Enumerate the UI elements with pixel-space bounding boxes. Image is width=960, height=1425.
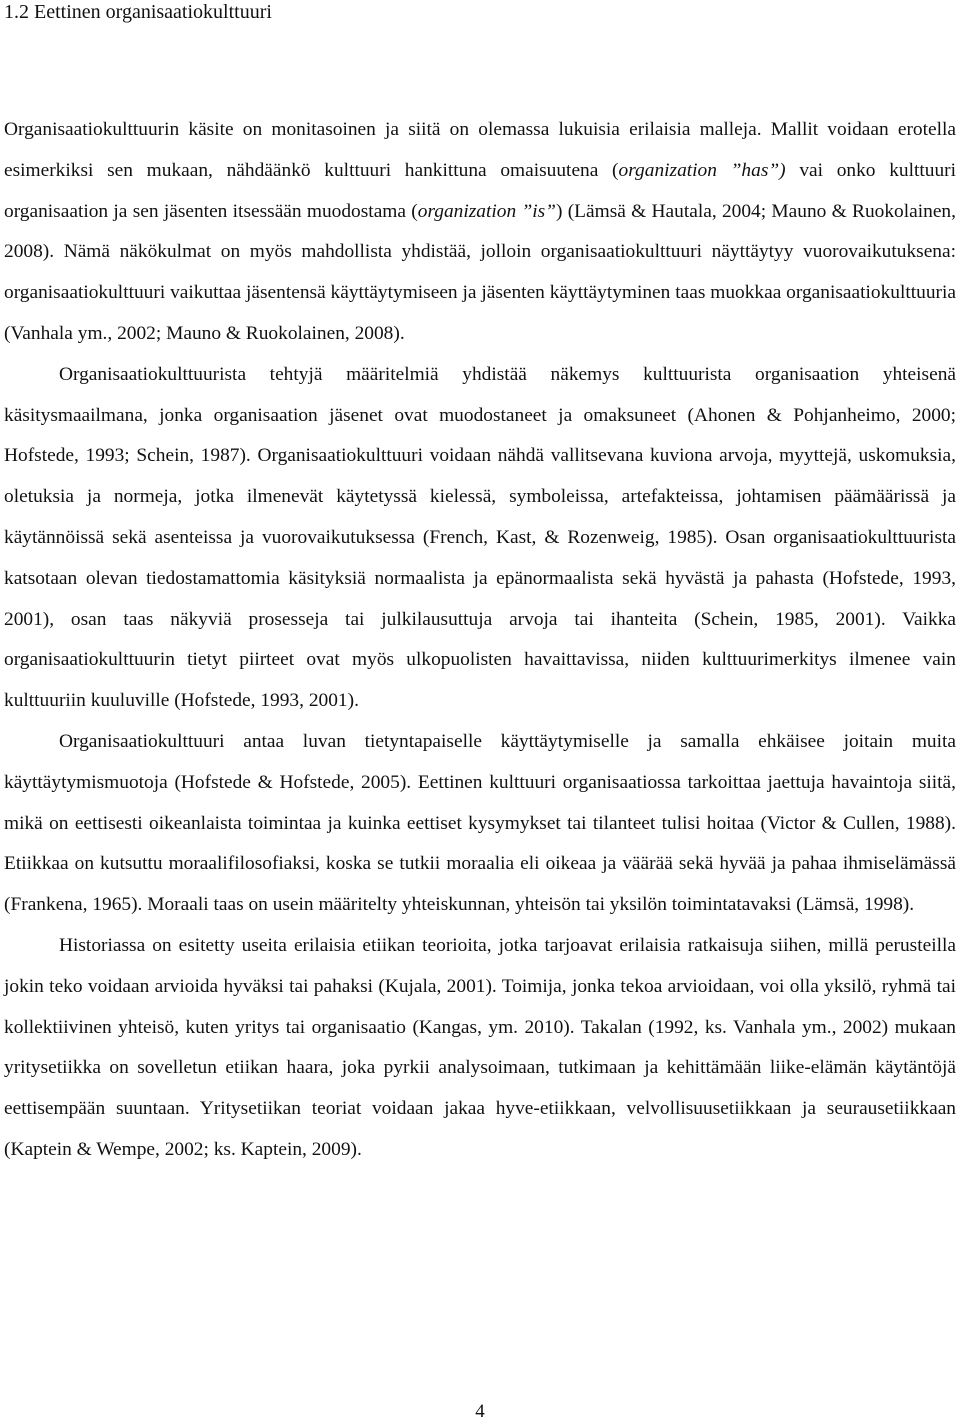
section-heading: 1.2 Eettinen organisaatiokulttuuri bbox=[4, 1, 272, 23]
paragraph-1-text-b: vai onko kulttuuri organisaation ja sen jäsenten itsessään muodostama ( bbox=[4, 159, 956, 222]
paragraph-1-text-c: ) (Lämsä & Hautala, 2004; Mauno & Ruokolainen, 2008). Nämä näkökulmat on myös mahdollista yhdistää, jolloin organisaatiokulttuuri näyttäytyy vuorovaikutuksena: organisaatiokulttuuri vaikuttaa jäsentensä käyttäytymiseen ja jäsenten käyttäytyminen taas muokkaa organisaatiokulttuuria (Vanhala ym., 2002; Mauno & Ruokolainen, 2008). bbox=[4, 200, 956, 344]
paragraph-2: Organisaatiokulttuurista tehtyjä määritelmiä yhdistää näkemys kulttuurista organisaation yhteisenä käsitysmaailmana, jonka organisaation jäsenet ovat muodostaneet ja omaksuneet (Ahonen & Pohjanheimo, 2000; Hofstede, 1993; Schein, 1987). Organisaatiokulttuuri voidaan nähdä vallitsevana kuviona arvoja, myyttejä, uskomuksia, oletuksia ja normeja, jotka ilmenevät käytetyssä kielessä, symboleissa, artefakteissa, johtamisen päämäärissä ja käytännöissä sekä asenteissa ja vuorovaikutuksessa (French, Kast, & Rozenweig, 1985). Osan organisaatiokulttuurista katsotaan olevan tiedostamattomia käsityksiä normaalista ja epänormaalista sekä hyvästä ja pahasta (Hofstede, 1993, 2001), osan taas näkyviä prosesseja tai julkilausuttuja arvoja tai ihanteita (Schein, 1985, 2001). Vaikka organisaatiokulttuurin tietyt piirteet ovat myös ulkopuolisten havaittavissa, niiden kulttuurimerkitys ilmenee vain kulttuuriin kuuluville (Hofstede, 1993, 2001). bbox=[4, 363, 956, 712]
paragraph-1-text-a: Organisaatiokulttuurin käsite on monitasoinen ja siitä on olemassa lukuisia erilaisia malleja. Mallit voidaan erotella esimerkiksi sen mukaan, nähdäänkö kulttuuri hankittuna omaisuutena ( bbox=[4, 119, 956, 181]
paragraph-3: Organisaatiokulttuuri antaa luvan tietyntapaiselle käyttäytymiselle ja samalla ehkäisee joitain muita käyttäytymismuotoja (Hofstede & Hofstede, 2005). Eettinen kulttuuri organisaatiossa tarkoittaa jaettuja havaintoja siitä, mikä on eettisesti oikeanlaista toimintaa ja kuinka eettiset kysymykset tai tilanteet tulisi hoitaa (Victor & Cullen, 1988). Etiikkaa on kutsuttu moraalifilosofiaksi, koska se tutkii moraalia eli oikeaa ja väärää sekä hyvää ja pahaa ihmiselämässä (Frankena, 1965). Moraali taas on usein määritelty yhteiskunnan, yhteisön tai yksilön toimintatavaksi (Lämsä, 1998). bbox=[4, 730, 956, 916]
paragraph-1 bbox=[4, 110, 956, 355]
paragraph-4: Historiassa on esitetty useita erilaisia etiikan teorioita, jotka tarjoavat erilaisia ratkaisuja siihen, millä perusteilla jokin teko voidaan arvioida hyväksi tai pahaksi (Kujala, 2001). Toimija, jonka tekoa arvioidaan, voi olla yksilö, ryhmä tai kollektiivinen yhteisö, kuten yritys tai organisaatio (Kangas, ym. 2010). Takalan (1992, ks. Vanhala ym., 2002) mukaan yritysetiikka on sovelletun etiikan haara, joka pyrkii analysoimaan, tutkimaan ja kehittämään liike-elämän käytäntöjä eettisempään suuntaan. Yritysetiikan teoriat voidaan jakaa hyve-etiikkaan, velvollisuusetiikkaan ja seurausetiikkaan (Kaptein & Wempe, 2002; ks. Kaptein, 2009). bbox=[4, 934, 956, 1160]
page-number: 4 bbox=[475, 1401, 485, 1422]
body-text bbox=[4, 110, 956, 1171]
paragraph-1-term-is: organization ”is” bbox=[417, 200, 556, 222]
paragraph-1-term-has: organization ”has”) bbox=[618, 159, 786, 181]
